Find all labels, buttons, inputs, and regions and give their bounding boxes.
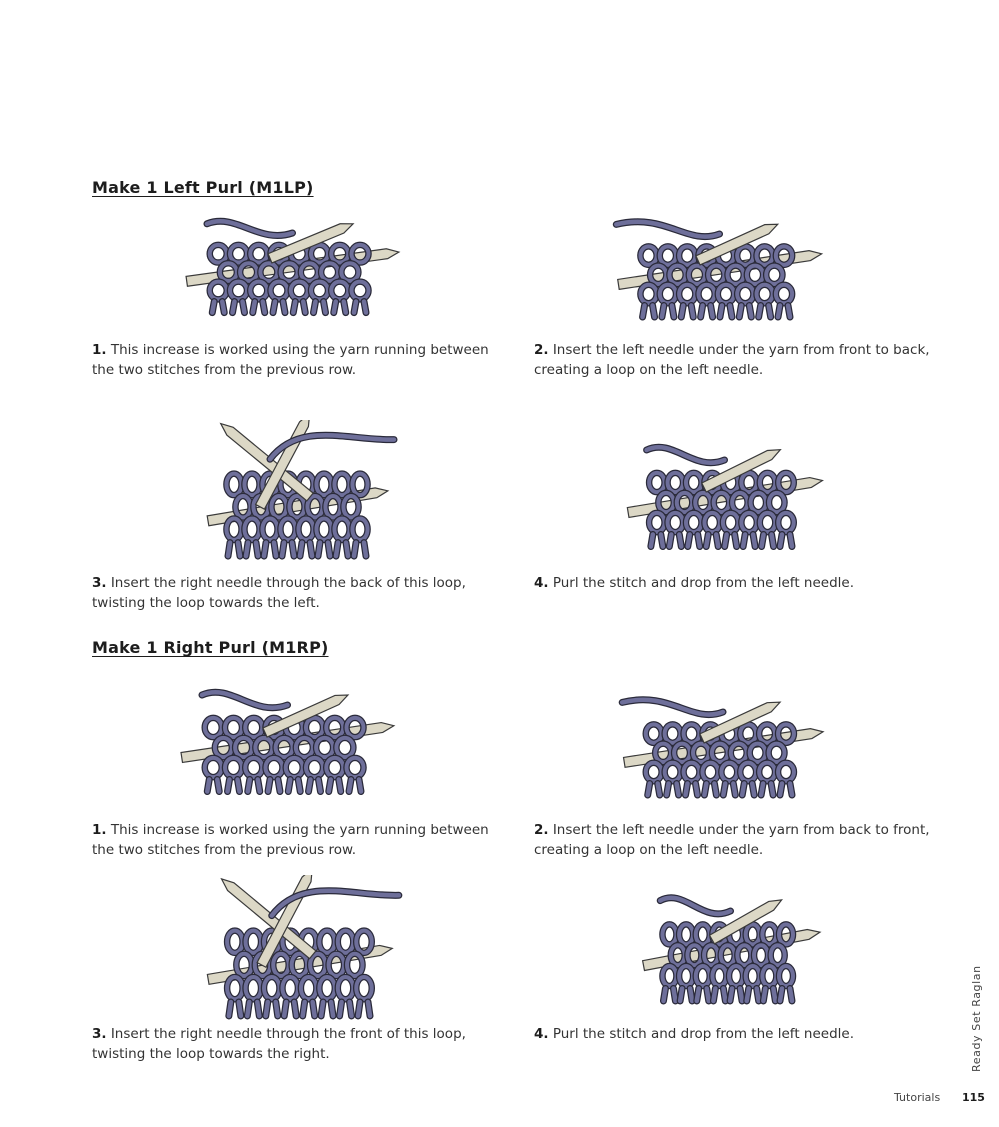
illustration-m1rp-step-1 bbox=[175, 680, 400, 805]
stitch-leg-fill bbox=[730, 988, 742, 1000]
step-caption-m1rp-4: 4. Purl the stitch and drop from the left needle. bbox=[534, 1026, 854, 1042]
stitch-leg-fill bbox=[264, 543, 276, 556]
step-caption-m1lp-4: 4. Purl the stitch and drop from the left needle. bbox=[534, 575, 854, 591]
step-caption-m1lp-3: 3. Insert the right needle through the back of this loop, twisting the loop towards the left. bbox=[92, 575, 466, 611]
stitch-leg-fill bbox=[229, 1002, 241, 1016]
stitch-leg-fill bbox=[300, 543, 312, 556]
stitch-leg-fill bbox=[725, 535, 737, 547]
stitch-leg-fill bbox=[358, 1002, 370, 1016]
stitch-leg-fill bbox=[780, 784, 792, 796]
step-caption-m1rp-2: 2. Insert the left needle under the yarn from back to front, creating a loop on the left needle. bbox=[534, 822, 930, 858]
stitch-leg-fill bbox=[266, 1002, 278, 1016]
stitch-leg-fill bbox=[780, 988, 792, 1000]
stitch-leg-fill bbox=[763, 988, 775, 1000]
stitch-leg-fill bbox=[739, 306, 751, 318]
stitch-leg-fill bbox=[643, 306, 655, 318]
illustration-m1rp-step-4 bbox=[638, 885, 823, 1015]
stitch-leg-fill bbox=[667, 784, 679, 796]
stitch-leg-fill bbox=[318, 543, 330, 556]
stitch-leg-fill bbox=[720, 306, 732, 318]
stitch-leg-fill bbox=[662, 306, 674, 318]
stitch-leg-fill bbox=[247, 1002, 259, 1016]
stitch-leg-fill bbox=[651, 535, 663, 547]
stitch-leg-fill bbox=[761, 784, 773, 796]
stitch-leg-fill bbox=[293, 302, 305, 313]
stitch-leg-fill bbox=[284, 1002, 296, 1016]
stitch-leg-fill bbox=[706, 535, 718, 547]
stitch-leg-fill bbox=[349, 780, 361, 792]
stitch-leg-fill bbox=[246, 543, 258, 556]
stitch-leg-fill bbox=[248, 780, 260, 792]
stitch-leg-fill bbox=[309, 780, 321, 792]
stitch-leg-fill bbox=[681, 306, 693, 318]
stitch-leg-fill bbox=[742, 784, 754, 796]
step-caption-m1rp-1: 1. This increase is worked using the yarn running between the two stitches from the previous row. bbox=[92, 822, 489, 858]
stitch-leg-fill bbox=[329, 780, 341, 792]
stitch-leg-fill bbox=[336, 543, 348, 556]
stitch-leg-fill bbox=[669, 535, 681, 547]
stitch-leg-fill bbox=[233, 302, 245, 313]
step-caption-m1lp-2: 2. Insert the left needle under the yarn from front to back, creating a loop on the left needle. bbox=[534, 342, 930, 378]
footer-section-label: Tutorials bbox=[894, 1091, 941, 1104]
stitch-leg-fill bbox=[686, 784, 698, 796]
stitch-leg-fill bbox=[253, 302, 265, 313]
illustration-m1lp-step-4 bbox=[622, 435, 827, 560]
stitch-leg-fill bbox=[648, 784, 660, 796]
step-caption-m1lp-1: 1. This increase is worked using the yarn running between the two stitches from the previous row. bbox=[92, 342, 489, 378]
illustration-m1lp-step-3 bbox=[200, 420, 400, 560]
stitch-leg-fill bbox=[762, 535, 774, 547]
stitch-leg-fill bbox=[747, 988, 759, 1000]
stitch-leg-fill bbox=[321, 1002, 333, 1016]
stitch-leg-fill bbox=[778, 306, 790, 318]
stitch-leg-fill bbox=[354, 543, 366, 556]
illustration-m1rp-step-2 bbox=[618, 688, 828, 808]
stitch-leg-fill bbox=[212, 302, 224, 313]
stitch-leg-fill bbox=[680, 988, 692, 1000]
stitch-leg-fill bbox=[743, 535, 755, 547]
stitch-leg-fill bbox=[723, 784, 735, 796]
section-title-m1rp: Make 1 Right Purl (M1RP) bbox=[92, 638, 329, 657]
stitch-leg-fill bbox=[228, 780, 240, 792]
stitch-leg-fill bbox=[288, 780, 300, 792]
working-yarn-fill bbox=[207, 221, 293, 235]
stitch-leg-fill bbox=[303, 1002, 315, 1016]
illustration-m1rp-step-3 bbox=[200, 875, 405, 1020]
stitch-leg-fill bbox=[759, 306, 771, 318]
stitch-leg-fill bbox=[273, 302, 285, 313]
stitch-leg-fill bbox=[701, 306, 713, 318]
illustration-m1lp-step-1 bbox=[180, 210, 405, 325]
page-number: 115 bbox=[962, 1091, 985, 1104]
stitch-leg-fill bbox=[340, 1002, 352, 1016]
stitch-leg-fill bbox=[713, 988, 725, 1000]
step-caption-m1rp-3: 3. Insert the right needle through the front of this loop, twisting the loop towards the right. bbox=[92, 1026, 466, 1062]
stitch-leg-fill bbox=[688, 535, 700, 547]
section-title-m1lp: Make 1 Left Purl (M1LP) bbox=[92, 178, 314, 197]
stitch-leg-fill bbox=[354, 302, 366, 313]
stitch-leg-fill bbox=[697, 988, 709, 1000]
stitch-leg-fill bbox=[207, 780, 219, 792]
stitch-leg-fill bbox=[314, 302, 326, 313]
stitch-leg-fill bbox=[334, 302, 346, 313]
stitch-leg-fill bbox=[228, 543, 240, 556]
stitch-leg-fill bbox=[780, 535, 792, 547]
book-title: Ready Set Raglan bbox=[970, 965, 983, 1072]
stitch-leg-fill bbox=[663, 988, 675, 1000]
stitch-leg-fill bbox=[268, 780, 280, 792]
illustration-m1lp-step-2 bbox=[612, 210, 827, 330]
stitch-leg-fill bbox=[282, 543, 294, 556]
stitch-leg-fill bbox=[704, 784, 716, 796]
